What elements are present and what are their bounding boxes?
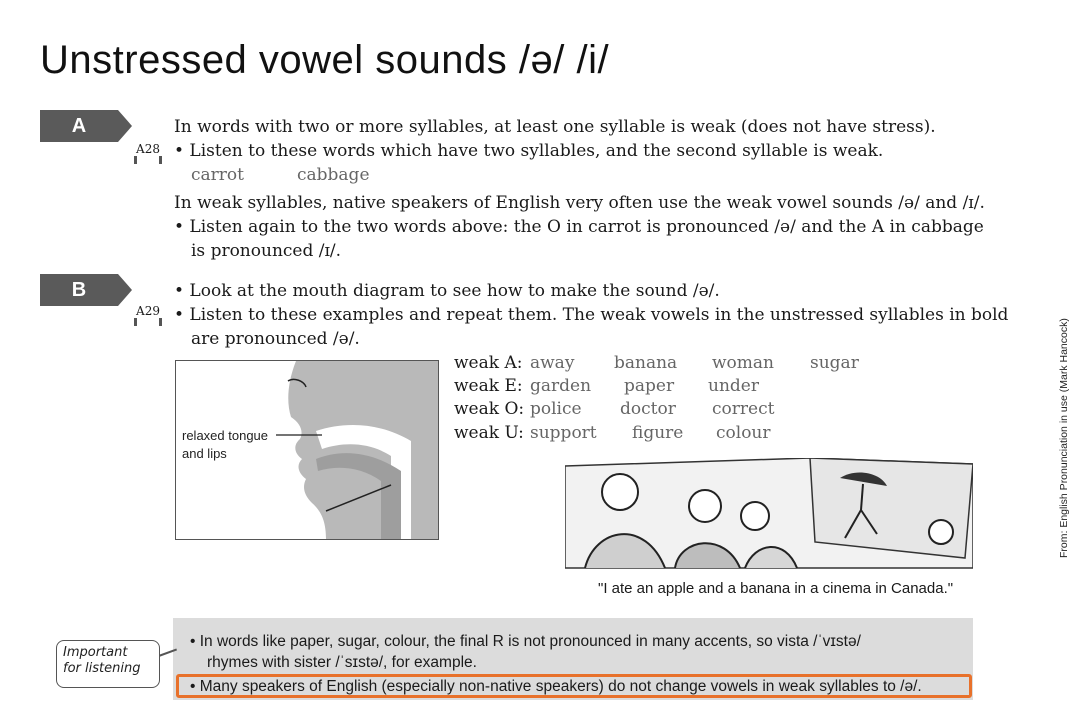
note-non-native: • Many speakers of English (especially non-native speakers) do not change vowels in weak syllables to /ə/. <box>190 678 922 695</box>
weak-word: under <box>708 376 759 396</box>
bubble-text-1: Important <box>63 645 128 660</box>
section-b-listen-cont: are pronounced /ə/. <box>191 329 360 349</box>
weak-word: garden <box>530 376 592 396</box>
weak-word: woman <box>712 353 774 373</box>
cinema-cartoon-illustration <box>565 458 973 570</box>
weak-label: weak E: <box>454 376 523 396</box>
section-a-tab <box>40 110 118 142</box>
note-final-r: • In words like paper, sugar, colour, the final R is not pronounced in many accents, so vista /ˈvɪstə/ <box>190 633 861 650</box>
section-b-look: • Look at the mouth diagram to see how to make the sound /ə/. <box>174 281 720 301</box>
example-word-carrot: carrot <box>191 165 244 185</box>
diagram-label-lips: and lips <box>182 446 227 461</box>
section-a-weak-vowels: In weak syllables, native speakers of English very often use the weak vowel sounds /ə/ and /ɪ/. <box>174 193 985 213</box>
cartoon-caption: "I ate an apple and a banana in a cinema in Canada." <box>598 580 954 597</box>
page-title: Unstressed vowel sounds /ə/ /i/ <box>40 38 610 82</box>
section-a-listen-again-cont: is pronounced /ɪ/. <box>191 241 342 261</box>
weak-word: support <box>530 423 597 443</box>
source-credit-text: From: English Pronunciation in use (Mark Hancock) <box>1058 318 1070 558</box>
track-number: A28 <box>131 142 165 156</box>
weak-label: weak A: <box>454 353 523 373</box>
highlight-frame <box>176 674 972 698</box>
diagram-label-tongue: relaxed tongue <box>182 428 269 443</box>
mouth-diagram <box>175 360 439 540</box>
section-b-listen: • Listen to these examples and repeat them. The weak vowels in the unstressed syllables in bold <box>174 305 1009 325</box>
weak-word: sugar <box>810 353 859 373</box>
section-a-instruction: • Listen to these words which have two syllables, and the second syllable is weak. <box>174 141 884 161</box>
track-number: A29 <box>131 304 165 318</box>
weak-label: weak O: <box>454 399 525 419</box>
weak-word: colour <box>716 423 771 443</box>
section-a-intro: In words with two or more syllables, at least one syllable is weak (does not have stress). <box>174 117 936 137</box>
note-final-r-cont: rhymes with sister /ˈsɪstə/, for example. <box>207 654 477 671</box>
weak-label: weak U: <box>454 423 524 443</box>
section-a-listen-again: • Listen again to the two words above: the O in carrot is pronounced /ə/ and the A in cabbage <box>174 217 984 237</box>
important-bubble <box>56 640 160 688</box>
weak-word: away <box>530 353 575 373</box>
weak-word: paper <box>624 376 675 396</box>
weak-word: figure <box>632 423 684 443</box>
weak-word: doctor <box>620 399 676 419</box>
weak-word: banana <box>614 353 678 373</box>
section-b-letter: B <box>71 278 87 301</box>
section-b-tab <box>40 274 118 306</box>
section-a-letter: A <box>71 114 87 137</box>
weak-word: correct <box>712 399 775 419</box>
example-word-cabbage: cabbage <box>297 165 370 185</box>
weak-word: police <box>530 399 582 419</box>
bubble-text-2: for listening <box>63 661 141 676</box>
